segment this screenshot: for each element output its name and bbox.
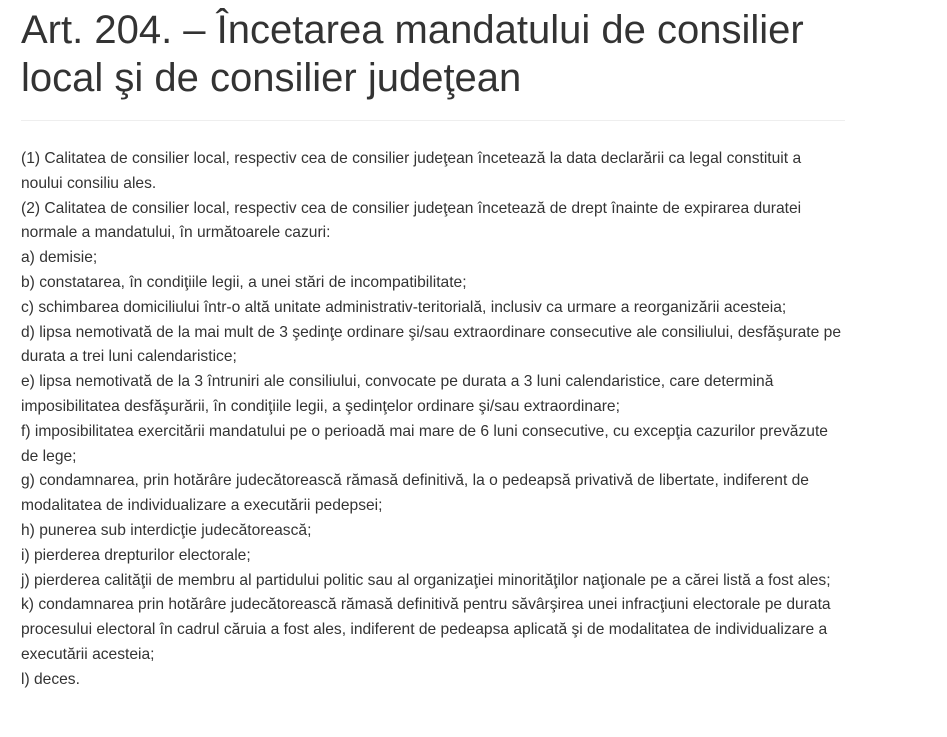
- list-item-h: h) punerea sub interdicţie judecătorească;: [21, 521, 312, 539]
- list-item-j: j) pierderea calităţii de membru al partidului politic sau al organizaţiei minorităţilor naţionale pe a cărei listă a fost ales;: [21, 571, 831, 589]
- article: [21, 0, 845, 693]
- list-item-g: g) condamnarea, prin hotărâre judecătorească rămasă definitivă, la o pedeapsă privativă de libertate, indiferent de modalitatea de individualizare a executării pedepsei;: [21, 472, 809, 515]
- paragraph-2: (2) Calitatea de consilier local, respectiv cea de consilier judeţean încetează de drept înainte de expirarea duratei normale a mandatului, în următoarele cazuri:: [21, 199, 802, 242]
- list-item-a: a) demisie;: [21, 249, 98, 267]
- list-item-d: d) lipsa nemotivată de la mai mult de 3 şedinţe ordinare şi/sau extraordinare consecutive ale consiliului, desfăşurate pe durata a trei luni calendaristice;: [21, 323, 841, 366]
- paragraph-1: (1) Calitatea de consilier local, respectiv cea de consilier judeţean încetează la data declarării ca legal constituit a noului consiliu ales.: [21, 150, 802, 192]
- list-item-i: i) pierderea drepturilor electorale;: [21, 546, 251, 564]
- article-title: Art. 204. – Încetarea mandatului de consilier local şi de consilier judeţean: [21, 6, 845, 121]
- list-item-e: e) lipsa nemotivată de la 3 întruniri ale consiliului, convocate pe durata a 3 luni calendaristice, care determină imposibilitatea desfăşurării, în condiţiile legii, a şedinţelor ordinare şi/sau extraordinare;: [21, 373, 774, 415]
- list-item-k: k) condamnarea prin hotărâre judecătorească rămasă definitivă pentru săvârşirea unei infracţiuni electorale pe durata procesului electoral în cadrul căruia a fost ales, indiferent de pedeapsa aplicată şi de modalitatea de individualizare a executării acesteia;: [21, 596, 831, 663]
- list-item-b: b) constatarea, în condiţiile legii, a unei stări de incompatibilitate;: [21, 273, 467, 291]
- list-item-l: l) deces.: [21, 670, 80, 688]
- list-item-f: f) imposibilitatea exercitării mandatului pe o perioadă mai mare de 6 luni consecutive, cu excepţia cazurilor prevăzute de lege;: [21, 422, 828, 465]
- article-body: [21, 147, 845, 693]
- list-item-c: c) schimbarea domiciliului într-o altă unitate administrativ-teritorială, inclusiv ca urmare a reorganizării acesteia;: [21, 298, 787, 316]
